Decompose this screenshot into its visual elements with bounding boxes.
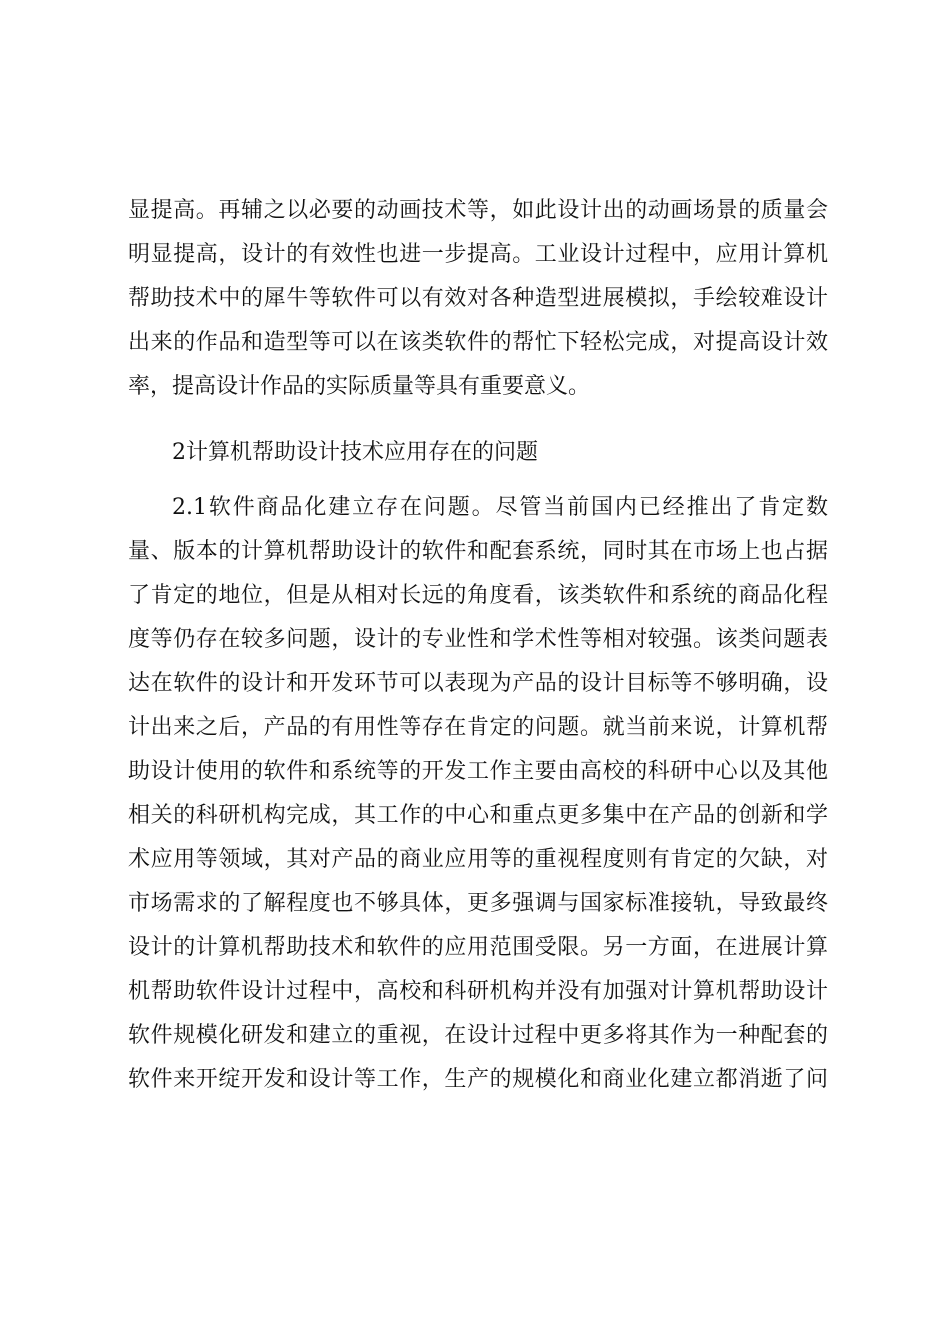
paragraph-2-line-13: 软件规模化研发和建立的重视，在设计过程中更多将其作为一种配套的 — [128, 1023, 828, 1048]
paragraph-2-line-8: 相关的科研机构完成，其工作的中心和重点更多集中在产品的创新和学 — [128, 803, 828, 828]
paragraph-1-line-4: 出来的作品和造型等可以在该类软件的帮忙下轻松完成，对提高设计效 — [128, 330, 828, 355]
paragraph-2-line-11: 设计的计算机帮助技术和软件的应用范围受限。另一方面，在进展计算 — [128, 935, 828, 960]
paragraph-2-line-5: 达在软件的设计和开发环节可以表现为产品的设计目标等不够明确，设 — [128, 671, 828, 696]
paragraph-2-line-7: 助设计使用的软件和系统等的开发工作主要由高校的科研中心以及其他 — [128, 759, 828, 784]
paragraph-1-line-2: 明显提高，设计的有效性也进一步提高。工业设计过程中，应用计算机 — [128, 242, 828, 267]
paragraph-2-line-2: 量、版本的计算机帮助设计的软件和配套系统，同时其在市场上也占据 — [128, 539, 828, 564]
paragraph-1-line-3: 帮助技术中的犀牛等软件可以有效对各种造型进展模拟，手绘较难设计 — [128, 286, 828, 311]
paragraph-2-line-10: 市场需求的了解程度也不够具体，更多强调与国家标准接轨，导致最终 — [128, 891, 828, 916]
paragraph-1-line-5: 率，提高设计作品的实际质量等具有重要意义。 — [128, 374, 591, 399]
paragraph-2-line-9: 术应用等领域，其对产品的商业应用等的重视程度则有肯定的欠缺，对 — [128, 847, 828, 872]
section-heading: 2计算机帮助设计技术应用存在的问题 — [172, 440, 538, 465]
paragraph-2-line-3: 了肯定的地位，但是从相对长远的角度看，该类软件和系统的商品化程 — [128, 583, 828, 608]
paragraph-2-line-4: 度等仍存在较多问题，设计的专业性和学术性等相对较强。该类问题表 — [128, 627, 828, 652]
paragraph-2-line-12: 机帮助软件设计过程中，高校和科研机构并没有加强对计算机帮助设计 — [128, 979, 828, 1004]
paragraph-1-line-1: 显提高。再辅之以必要的动画技术等，如此设计出的动画场景的质量会 — [128, 198, 828, 223]
paragraph-2-line-6: 计出来之后，产品的有用性等存在肯定的问题。就当前来说，计算机帮 — [128, 715, 828, 740]
paragraph-2-line-1: 2.1软件商品化建立存在问题。尽管当前国内已经推出了肯定数 — [172, 495, 828, 520]
paragraph-2-line-14: 软件来开绽开发和设计等工作，生产的规模化和商业化建立都消逝了问 — [128, 1067, 828, 1092]
